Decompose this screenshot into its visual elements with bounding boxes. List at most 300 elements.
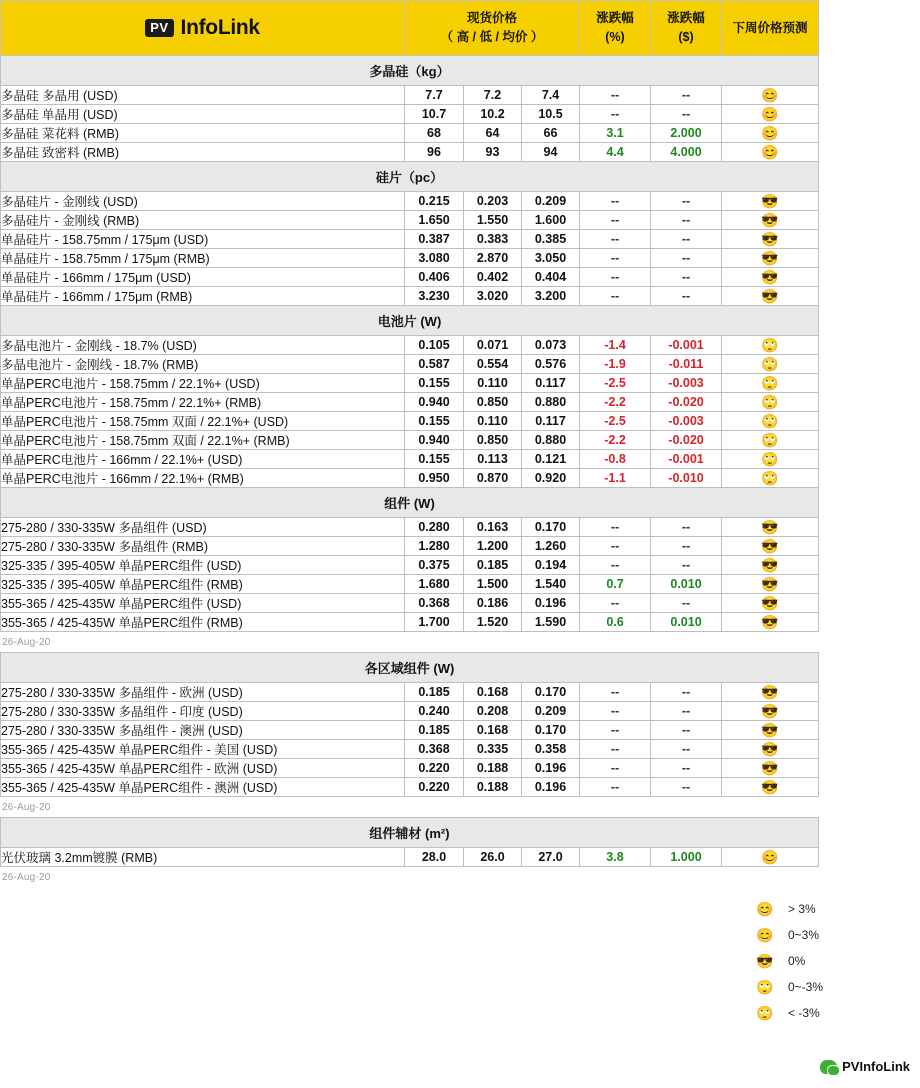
header-forecast: 下周价格预测	[722, 1, 819, 56]
cell-change-usd: --	[651, 105, 722, 124]
cell-change-usd: -0.020	[651, 393, 722, 412]
row-product-name: 355-365 / 425-435W 单晶PERC组件 (USD)	[1, 594, 405, 613]
cell-low: 0.186	[464, 594, 522, 613]
forecast-emoji-icon: 😎	[761, 575, 779, 592]
cell-high: 0.368	[405, 594, 464, 613]
cell-low: 0.203	[464, 192, 522, 211]
cell-average: 1.540	[522, 575, 580, 594]
cell-high: 1.650	[405, 211, 464, 230]
row-product-name: 多晶硅片 - 金刚线 (RMB)	[1, 211, 405, 230]
cell-average: 0.170	[522, 721, 580, 740]
table-row	[1, 450, 819, 469]
table-row	[1, 759, 819, 778]
forecast-emoji-icon: 🙄	[761, 393, 779, 410]
table-row	[1, 740, 819, 759]
cell-change-usd: --	[651, 230, 722, 249]
cell-forecast	[722, 613, 819, 632]
cell-change-pct: -1.1	[580, 469, 651, 488]
cell-average: 3.200	[522, 287, 580, 306]
cell-forecast	[722, 412, 819, 431]
cell-change-pct: --	[580, 759, 651, 778]
cell-change-pct: --	[580, 702, 651, 721]
date-stamp-2: 26-Aug-20	[2, 802, 51, 813]
legend-emoji-icon: 😊	[756, 927, 774, 943]
cell-forecast	[722, 721, 819, 740]
cell-change-usd: -0.010	[651, 469, 722, 488]
row-product-name: 355-365 / 425-435W 单晶PERC组件 - 澳洲 (USD)	[1, 778, 405, 797]
cell-forecast	[722, 287, 819, 306]
cell-change-pct: --	[580, 594, 651, 613]
legend-item	[756, 974, 906, 1000]
cell-low: 7.2	[464, 86, 522, 105]
row-product-name: 单晶PERC电池片 - 166mm / 22.1%+ (RMB)	[1, 469, 405, 488]
row-product-name: 单晶PERC电池片 - 166mm / 22.1%+ (USD)	[1, 450, 405, 469]
cell-change-usd: 2.000	[651, 124, 722, 143]
cell-high: 0.368	[405, 740, 464, 759]
section-title: 硅片（pc）	[1, 162, 819, 192]
forecast-emoji-icon: 😎	[761, 556, 779, 573]
table-row	[1, 374, 819, 393]
forecast-emoji-icon: 😎	[761, 721, 779, 738]
row-product-name: 单晶PERC电池片 - 158.75mm 双面 / 22.1%+ (USD)	[1, 412, 405, 431]
cell-forecast	[722, 374, 819, 393]
cell-forecast	[722, 230, 819, 249]
cell-change-pct: 0.6	[580, 613, 651, 632]
section-header-row	[1, 162, 819, 192]
cell-forecast	[722, 848, 819, 867]
row-product-name: 多晶硅 菜花料 (RMB)	[1, 124, 405, 143]
section-title: 多晶硅（kg）	[1, 56, 819, 86]
table-row	[1, 431, 819, 450]
forecast-emoji-icon: 🙄	[761, 336, 779, 353]
table-row	[1, 124, 819, 143]
cell-average: 0.358	[522, 740, 580, 759]
cell-average: 0.170	[522, 683, 580, 702]
forecast-emoji-icon: 😎	[761, 759, 779, 776]
wechat-icon	[820, 1060, 837, 1074]
forecast-emoji-icon: 😎	[761, 778, 779, 795]
section-header-row	[1, 488, 819, 518]
cell-low: 64	[464, 124, 522, 143]
row-product-name: 单晶PERC电池片 - 158.75mm / 22.1%+ (RMB)	[1, 393, 405, 412]
cell-average: 1.260	[522, 537, 580, 556]
cell-low: 0.113	[464, 450, 522, 469]
cell-high: 0.940	[405, 393, 464, 412]
table-row	[1, 249, 819, 268]
cell-high: 0.406	[405, 268, 464, 287]
cell-average: 0.576	[522, 355, 580, 374]
table-row	[1, 105, 819, 124]
forecast-emoji-icon: 😎	[761, 192, 779, 209]
legend-item	[756, 948, 906, 974]
cell-change-pct: --	[580, 537, 651, 556]
row-product-name: 275-280 / 330-335W 多晶组件 - 印度 (USD)	[1, 702, 405, 721]
cell-forecast	[722, 393, 819, 412]
cell-average: 0.117	[522, 374, 580, 393]
section-title: 各区域组件 (W)	[1, 653, 819, 683]
cell-change-pct: -2.5	[580, 374, 651, 393]
table-row	[1, 848, 819, 867]
cell-average: 0.196	[522, 594, 580, 613]
forecast-emoji-icon: 🙄	[761, 450, 779, 467]
cell-change-usd: -0.001	[651, 450, 722, 469]
cell-average: 0.404	[522, 268, 580, 287]
cell-average: 0.920	[522, 469, 580, 488]
cell-low: 0.850	[464, 431, 522, 450]
row-product-name: 多晶硅 多晶用 (USD)	[1, 86, 405, 105]
cell-low: 3.020	[464, 287, 522, 306]
wechat-account	[820, 1059, 910, 1074]
table-row	[1, 268, 819, 287]
cell-forecast	[722, 124, 819, 143]
forecast-emoji-icon: 😎	[761, 211, 779, 228]
cell-average: 0.170	[522, 518, 580, 537]
cell-change-pct: --	[580, 683, 651, 702]
row-product-name: 275-280 / 330-335W 多晶组件 (USD)	[1, 518, 405, 537]
cell-forecast	[722, 336, 819, 355]
cell-change-usd: --	[651, 249, 722, 268]
cell-forecast	[722, 355, 819, 374]
cell-forecast	[722, 759, 819, 778]
cell-average: 1.590	[522, 613, 580, 632]
row-product-name: 光伏玻璃 3.2mm镀膜 (RMB)	[1, 848, 405, 867]
legend-label: < -3%	[788, 1006, 820, 1020]
cell-change-usd: -0.003	[651, 412, 722, 431]
table-row	[1, 355, 819, 374]
cell-low: 0.335	[464, 740, 522, 759]
cell-high: 0.185	[405, 683, 464, 702]
section-title: 组件辅材 (m²)	[1, 818, 819, 848]
cell-change-usd: --	[651, 721, 722, 740]
cell-change-usd: -0.001	[651, 336, 722, 355]
cell-change-pct: --	[580, 268, 651, 287]
row-product-name: 单晶PERC电池片 - 158.75mm / 22.1%+ (USD)	[1, 374, 405, 393]
table-row	[1, 86, 819, 105]
cell-high: 0.940	[405, 431, 464, 450]
cell-low: 0.185	[464, 556, 522, 575]
table-row	[1, 702, 819, 721]
table-body-regional	[1, 653, 819, 797]
row-product-name: 单晶硅片 - 158.75mm / 175μm (RMB)	[1, 249, 405, 268]
header-change-pct-title: 涨跌幅	[596, 11, 634, 26]
section-header-row	[1, 818, 819, 848]
cell-high: 0.105	[405, 336, 464, 355]
cell-average: 10.5	[522, 105, 580, 124]
forecast-emoji-icon: 😎	[761, 230, 779, 247]
table-row	[1, 575, 819, 594]
header-spot-price-sub: （ 高 / 低 / 均价 ）	[440, 30, 544, 44]
cell-average: 0.209	[522, 192, 580, 211]
cell-forecast	[722, 105, 819, 124]
table-row	[1, 778, 819, 797]
cell-change-usd: --	[651, 287, 722, 306]
cell-average: 0.880	[522, 393, 580, 412]
cell-forecast	[722, 683, 819, 702]
cell-average: 0.880	[522, 431, 580, 450]
table-row	[1, 721, 819, 740]
cell-low: 1.550	[464, 211, 522, 230]
cell-change-pct: 3.8	[580, 848, 651, 867]
section-header-row	[1, 56, 819, 86]
cell-change-usd: --	[651, 759, 722, 778]
row-product-name: 多晶硅 致密料 (RMB)	[1, 143, 405, 162]
table-row	[1, 192, 819, 211]
row-product-name: 275-280 / 330-335W 多晶组件 (RMB)	[1, 537, 405, 556]
date-stamp-1: 26-Aug-20	[2, 637, 51, 648]
table-body-materials	[1, 818, 819, 867]
forecast-emoji-icon: 😊	[761, 143, 779, 160]
forecast-emoji-icon: 😎	[761, 702, 779, 719]
cell-high: 96	[405, 143, 464, 162]
forecast-emoji-icon: 😎	[761, 287, 779, 304]
forecast-emoji-icon: 🙄	[761, 355, 779, 372]
forecast-emoji-icon: 🙄	[761, 412, 779, 429]
table-row	[1, 336, 819, 355]
cell-change-usd: -0.011	[651, 355, 722, 374]
legend-emoji-icon: 🙄	[756, 979, 774, 995]
cell-change-usd: 1.000	[651, 848, 722, 867]
cell-average: 0.385	[522, 230, 580, 249]
cell-average: 66	[522, 124, 580, 143]
cell-high: 0.240	[405, 702, 464, 721]
cell-change-usd: --	[651, 778, 722, 797]
cell-change-usd: --	[651, 518, 722, 537]
cell-low: 0.850	[464, 393, 522, 412]
cell-forecast	[722, 450, 819, 469]
forecast-emoji-icon: 😎	[761, 683, 779, 700]
forecast-emoji-icon: 🙄	[761, 431, 779, 448]
cell-high: 1.680	[405, 575, 464, 594]
cell-average: 1.600	[522, 211, 580, 230]
cell-low: 0.870	[464, 469, 522, 488]
cell-change-pct: --	[580, 105, 651, 124]
section-title: 电池片 (W)	[1, 306, 819, 336]
cell-high: 0.155	[405, 374, 464, 393]
row-product-name: 多晶硅片 - 金刚线 (USD)	[1, 192, 405, 211]
cell-high: 1.700	[405, 613, 464, 632]
cell-change-pct: --	[580, 740, 651, 759]
cell-forecast	[722, 537, 819, 556]
cell-change-usd: --	[651, 683, 722, 702]
cell-change-usd: -0.003	[651, 374, 722, 393]
price-table-regional	[0, 652, 819, 797]
row-product-name: 355-365 / 425-435W 单晶PERC组件 (RMB)	[1, 613, 405, 632]
cell-average: 0.196	[522, 778, 580, 797]
table-row	[1, 683, 819, 702]
cell-average: 0.073	[522, 336, 580, 355]
cell-low: 0.208	[464, 702, 522, 721]
cell-high: 28.0	[405, 848, 464, 867]
cell-forecast	[722, 249, 819, 268]
forecast-emoji-icon: 🙄	[761, 469, 779, 486]
cell-change-usd: --	[651, 740, 722, 759]
header-change-pct-sub: (%)	[605, 30, 625, 44]
cell-change-pct: --	[580, 249, 651, 268]
cell-change-usd: --	[651, 556, 722, 575]
cell-high: 3.080	[405, 249, 464, 268]
cell-average: 0.194	[522, 556, 580, 575]
cell-high: 1.280	[405, 537, 464, 556]
row-product-name: 单晶硅片 - 166mm / 175μm (USD)	[1, 268, 405, 287]
cell-change-usd: --	[651, 537, 722, 556]
cell-change-pct: -0.8	[580, 450, 651, 469]
cell-change-usd: --	[651, 211, 722, 230]
table-row	[1, 613, 819, 632]
cell-change-usd: --	[651, 86, 722, 105]
cell-high: 0.950	[405, 469, 464, 488]
row-product-name: 355-365 / 425-435W 单晶PERC组件 - 欧洲 (USD)	[1, 759, 405, 778]
forecast-emoji-icon: 😊	[761, 124, 779, 141]
table-row	[1, 518, 819, 537]
legend-label: 0~3%	[788, 928, 820, 942]
cell-change-pct: -2.2	[580, 431, 651, 450]
cell-change-pct: -2.2	[580, 393, 651, 412]
cell-forecast	[722, 778, 819, 797]
cell-average: 27.0	[522, 848, 580, 867]
cell-high: 0.155	[405, 450, 464, 469]
cell-low: 0.554	[464, 355, 522, 374]
cell-change-pct: 0.7	[580, 575, 651, 594]
cell-forecast	[722, 556, 819, 575]
cell-high: 0.220	[405, 759, 464, 778]
cell-low: 0.188	[464, 778, 522, 797]
cell-high: 0.375	[405, 556, 464, 575]
cell-forecast	[722, 431, 819, 450]
cell-low: 2.870	[464, 249, 522, 268]
table-row	[1, 287, 819, 306]
cell-change-pct: --	[580, 192, 651, 211]
table-body-main	[1, 56, 819, 632]
cell-low: 1.200	[464, 537, 522, 556]
cell-low: 0.110	[464, 374, 522, 393]
forecast-emoji-icon: 😊	[761, 105, 779, 122]
legend-emoji-icon: 😊	[756, 901, 774, 917]
table-header	[1, 1, 819, 56]
cell-average: 94	[522, 143, 580, 162]
row-product-name: 325-335 / 395-405W 单晶PERC组件 (USD)	[1, 556, 405, 575]
row-product-name: 325-335 / 395-405W 单晶PERC组件 (RMB)	[1, 575, 405, 594]
forecast-emoji-icon: 🙄	[761, 374, 779, 391]
cell-high: 0.185	[405, 721, 464, 740]
wechat-name: PVInfoLink	[842, 1059, 910, 1074]
row-product-name: 275-280 / 330-335W 多晶组件 - 澳洲 (USD)	[1, 721, 405, 740]
cell-change-pct: -1.4	[580, 336, 651, 355]
table-row	[1, 594, 819, 613]
cell-low: 0.383	[464, 230, 522, 249]
cell-high: 0.587	[405, 355, 464, 374]
cell-high: 3.230	[405, 287, 464, 306]
cell-change-pct: --	[580, 211, 651, 230]
cell-high: 68	[405, 124, 464, 143]
cell-change-pct: --	[580, 518, 651, 537]
logo-cell	[1, 1, 405, 56]
forecast-emoji-icon: 😊	[761, 86, 779, 103]
cell-low: 0.402	[464, 268, 522, 287]
cell-low: 0.071	[464, 336, 522, 355]
cell-change-pct: --	[580, 230, 651, 249]
cell-average: 7.4	[522, 86, 580, 105]
cell-average: 0.209	[522, 702, 580, 721]
cell-change-usd: --	[651, 192, 722, 211]
cell-high: 10.7	[405, 105, 464, 124]
table-row	[1, 230, 819, 249]
cell-change-usd: -0.020	[651, 431, 722, 450]
row-product-name: 275-280 / 330-335W 多晶组件 - 欧洲 (USD)	[1, 683, 405, 702]
row-product-name: 单晶PERC电池片 - 158.75mm 双面 / 22.1%+ (RMB)	[1, 431, 405, 450]
cell-low: 1.500	[464, 575, 522, 594]
row-product-name: 多晶电池片 - 金刚线 - 18.7% (RMB)	[1, 355, 405, 374]
section-header-row	[1, 653, 819, 683]
cell-forecast	[722, 740, 819, 759]
row-product-name: 多晶电池片 - 金刚线 - 18.7% (USD)	[1, 336, 405, 355]
cell-low: 10.2	[464, 105, 522, 124]
cell-low: 0.110	[464, 412, 522, 431]
forecast-emoji-icon: 😎	[761, 268, 779, 285]
header-change-usd	[651, 1, 722, 56]
forecast-emoji-icon: 😊	[761, 848, 779, 865]
legend-item	[756, 922, 906, 948]
table-row	[1, 537, 819, 556]
cell-forecast	[722, 594, 819, 613]
cell-average: 0.121	[522, 450, 580, 469]
cell-forecast	[722, 575, 819, 594]
legend	[756, 896, 906, 1026]
forecast-emoji-icon: 😎	[761, 740, 779, 757]
legend-item	[756, 1000, 906, 1026]
header-spot-price-title: 现货价格	[467, 11, 518, 26]
row-product-name: 355-365 / 425-435W 单晶PERC组件 - 美国 (USD)	[1, 740, 405, 759]
cell-forecast	[722, 469, 819, 488]
cell-forecast	[722, 268, 819, 287]
cell-low: 0.168	[464, 721, 522, 740]
cell-forecast	[722, 192, 819, 211]
cell-low: 26.0	[464, 848, 522, 867]
table-row	[1, 556, 819, 575]
cell-change-usd: 4.000	[651, 143, 722, 162]
cell-forecast	[722, 702, 819, 721]
forecast-emoji-icon: 😎	[761, 249, 779, 266]
logo-badge: PV	[145, 19, 173, 37]
forecast-emoji-icon: 😎	[761, 594, 779, 611]
row-product-name: 多晶硅 单晶用 (USD)	[1, 105, 405, 124]
cell-change-pct: --	[580, 721, 651, 740]
cell-change-pct: 4.4	[580, 143, 651, 162]
section-title: 组件 (W)	[1, 488, 819, 518]
row-product-name: 单晶硅片 - 166mm / 175μm (RMB)	[1, 287, 405, 306]
cell-high: 0.155	[405, 412, 464, 431]
table-row	[1, 143, 819, 162]
cell-forecast	[722, 86, 819, 105]
cell-forecast	[722, 143, 819, 162]
cell-change-usd: 0.010	[651, 613, 722, 632]
cell-average: 0.117	[522, 412, 580, 431]
table-row	[1, 412, 819, 431]
legend-item	[756, 896, 906, 922]
cell-change-pct: -2.5	[580, 412, 651, 431]
cell-change-usd: 0.010	[651, 575, 722, 594]
table-row	[1, 211, 819, 230]
cell-forecast	[722, 211, 819, 230]
header-change-usd-title: 涨跌幅	[667, 11, 705, 26]
cell-high: 7.7	[405, 86, 464, 105]
cell-low: 0.163	[464, 518, 522, 537]
cell-change-pct: --	[580, 778, 651, 797]
row-product-name: 单晶硅片 - 158.75mm / 175μm (USD)	[1, 230, 405, 249]
header-change-usd-sub: ($)	[678, 30, 694, 44]
cell-average: 3.050	[522, 249, 580, 268]
legend-label: 0~-3%	[788, 980, 824, 994]
cell-low: 0.188	[464, 759, 522, 778]
